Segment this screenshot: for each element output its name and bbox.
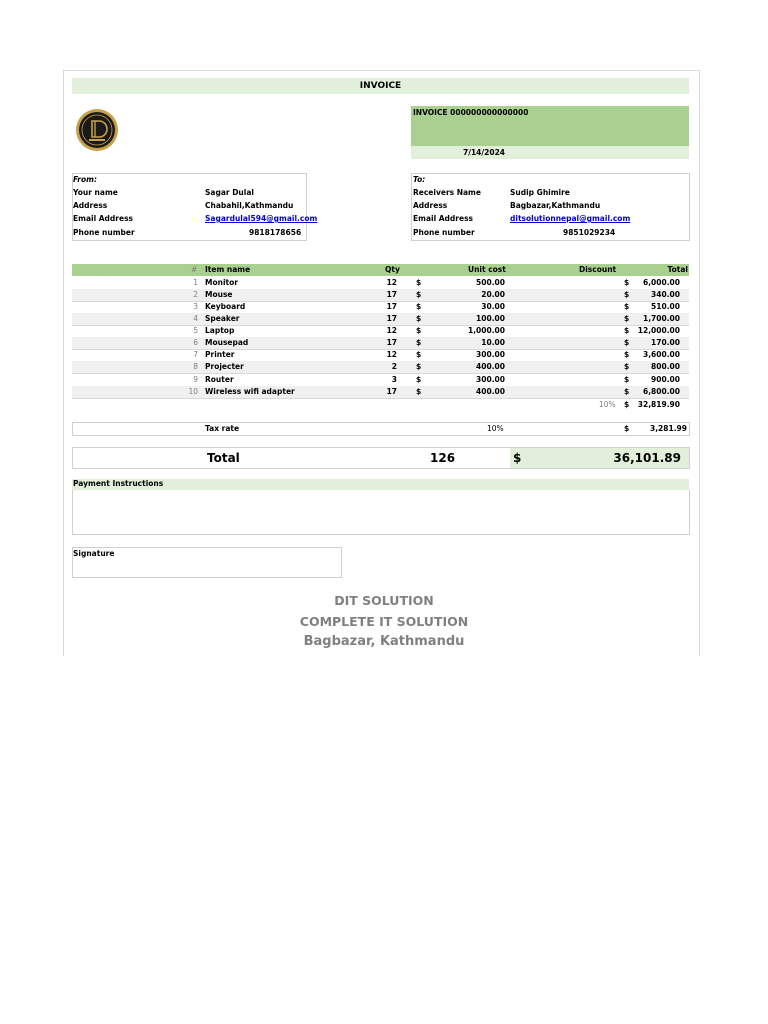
footer-tagline: COMPLETE IT SOLUTION xyxy=(299,614,469,629)
row-unit-cost: 300.00 xyxy=(476,375,505,384)
payment-instructions-box[interactable] xyxy=(72,490,690,535)
row-number: 5 xyxy=(193,326,198,335)
row-unit-currency: $ xyxy=(416,314,422,323)
signature-box[interactable] xyxy=(72,547,342,578)
row-total: 6,800.00 xyxy=(642,387,680,396)
row-unit-currency: $ xyxy=(416,278,422,287)
row-total: 1,700.00 xyxy=(642,314,680,323)
to-address-label: Address xyxy=(413,201,448,210)
footer-company-name: DIT SOLUTION xyxy=(334,593,434,608)
to-name-value: Sudip Ghimire xyxy=(510,188,570,197)
row-item-name: Projecter xyxy=(205,362,244,371)
to-name-label: Receivers Name xyxy=(413,188,481,197)
row-total: 800.00 xyxy=(651,362,680,371)
to-email-label: Email Address xyxy=(413,214,474,223)
row-unit-cost: 100.00 xyxy=(476,314,505,323)
invoice-date: 7/14/2024 xyxy=(463,148,506,157)
row-unit-cost: 20.00 xyxy=(481,290,505,299)
row-unit-currency: $ xyxy=(416,302,422,311)
row-qty: 17 xyxy=(386,338,397,347)
tax-currency: $ xyxy=(624,424,630,433)
row-total-currency: $ xyxy=(624,302,630,311)
row-total-currency: $ xyxy=(624,278,630,287)
grand-total-row xyxy=(72,447,690,469)
col-total-header: Total xyxy=(667,265,688,274)
tax-amount: 3,281.99 xyxy=(649,424,687,433)
invoice-title: INVOICE xyxy=(72,78,689,94)
from-name-value: Sagar Dulal xyxy=(205,188,254,197)
tax-rate: 10% xyxy=(487,424,504,433)
row-total-currency: $ xyxy=(624,350,630,359)
col-item-header: Item name xyxy=(205,265,251,274)
row-unit-cost: 30.00 xyxy=(481,302,505,311)
row-total-currency: $ xyxy=(624,375,630,384)
invoice-number: INVOICE 000000000000000 xyxy=(413,108,529,117)
from-phone-label: Phone number xyxy=(73,228,135,237)
row-number: 8 xyxy=(193,362,198,371)
invoice-date-bar xyxy=(411,146,689,159)
row-item-name: Wireless wifi adapter xyxy=(205,387,295,396)
row-item-name: Mousepad xyxy=(205,338,249,347)
to-phone-value: 9851029234 xyxy=(563,228,616,237)
items-table-header xyxy=(72,264,689,276)
col-qty-header: Qty xyxy=(385,265,400,274)
row-item-name: Monitor xyxy=(205,278,238,287)
footer-address: Bagbazar, Kathmandu xyxy=(303,634,465,649)
row-total: 3,600.00 xyxy=(642,350,680,359)
grand-total-currency: $ xyxy=(513,451,522,465)
row-qty: 12 xyxy=(386,350,397,359)
row-qty: 17 xyxy=(386,387,397,396)
from-phone-value: 9818178656 xyxy=(249,228,302,237)
row-qty: 12 xyxy=(386,278,397,287)
row-total: 170.00 xyxy=(651,338,680,347)
row-total-currency: $ xyxy=(624,326,630,335)
row-total-currency: $ xyxy=(624,387,630,396)
row-item-name: Printer xyxy=(205,350,235,359)
row-total: 6,000.00 xyxy=(642,278,680,287)
row-unit-cost: 500.00 xyxy=(476,278,505,287)
row-item-name: Keyboard xyxy=(205,302,246,311)
to-header: To: xyxy=(413,175,426,184)
col-number-header: # xyxy=(191,265,198,274)
row-number: 10 xyxy=(188,387,198,396)
signature-label: Signature xyxy=(73,549,115,558)
row-item-name: Laptop xyxy=(205,326,235,335)
row-unit-currency: $ xyxy=(416,338,422,347)
row-number: 6 xyxy=(193,338,198,347)
payment-instructions-label: Payment Instructions xyxy=(73,479,164,488)
row-total-currency: $ xyxy=(624,362,630,371)
subtotal-amount: 32,819.90 xyxy=(637,400,680,409)
subtotal-currency: $ xyxy=(624,400,630,409)
row-unit-currency: $ xyxy=(416,290,422,299)
row-unit-cost: 10.00 xyxy=(481,338,505,347)
row-total: 12,000.00 xyxy=(637,326,680,335)
col-discount-header: Discount xyxy=(579,265,617,274)
from-header: From: xyxy=(73,175,97,184)
row-qty: 17 xyxy=(386,302,397,311)
row-total-currency: $ xyxy=(624,290,630,299)
subtotal-row xyxy=(72,399,689,411)
from-email-link[interactable]: Sagardulal594@gmail.com xyxy=(205,214,318,223)
row-qty: 2 xyxy=(391,362,397,371)
row-unit-cost: 1,000.00 xyxy=(467,326,505,335)
row-number: 3 xyxy=(193,302,198,311)
row-unit-cost: 300.00 xyxy=(476,350,505,359)
grand-total-amount: 36,101.89 xyxy=(613,451,681,465)
row-number: 7 xyxy=(193,350,198,359)
row-item-name: Mouse xyxy=(205,290,233,299)
row-total: 900.00 xyxy=(651,375,680,384)
row-unit-cost: 400.00 xyxy=(476,362,505,371)
row-unit-currency: $ xyxy=(416,326,422,335)
row-total: 340.00 xyxy=(651,290,680,299)
row-number: 2 xyxy=(193,290,198,299)
row-unit-currency: $ xyxy=(416,387,422,396)
from-email-label: Email Address xyxy=(73,214,134,223)
row-item-name: Router xyxy=(205,375,234,384)
row-qty: 17 xyxy=(386,314,397,323)
row-number: 4 xyxy=(193,314,198,323)
tax-label: Tax rate xyxy=(205,424,240,433)
row-unit-cost: 400.00 xyxy=(476,387,505,396)
from-name-label: Your name xyxy=(73,188,118,197)
to-phone-label: Phone number xyxy=(413,228,475,237)
row-total-currency: $ xyxy=(624,314,630,323)
row-total: 510.00 xyxy=(651,302,680,311)
row-number: 1 xyxy=(193,278,198,287)
table-row xyxy=(72,386,689,399)
row-qty: 3 xyxy=(391,375,397,384)
to-address-value: Bagbazar,Kathmandu xyxy=(510,201,601,210)
col-unit-cost-header: Unit cost xyxy=(468,265,506,274)
company-logo xyxy=(75,108,119,152)
row-item-name: Speaker xyxy=(205,314,240,323)
row-unit-currency: $ xyxy=(416,350,422,359)
table-row xyxy=(72,361,689,374)
from-address-label: Address xyxy=(73,201,108,210)
row-unit-currency: $ xyxy=(416,375,422,384)
tax-row xyxy=(72,422,690,436)
from-address-value: Chabahil,Kathmandu xyxy=(205,201,294,210)
discount-percent: 10% xyxy=(599,400,616,409)
row-unit-currency: $ xyxy=(416,362,422,371)
row-total-currency: $ xyxy=(624,338,630,347)
to-email-link[interactable]: ditsolutionnepal@gmail.com xyxy=(510,214,631,223)
grand-total-label: Total xyxy=(207,451,240,465)
row-qty: 12 xyxy=(386,326,397,335)
grand-total-qty: 126 xyxy=(430,451,456,465)
payment-header-bar xyxy=(72,479,689,490)
row-number: 9 xyxy=(193,375,198,384)
row-qty: 17 xyxy=(386,290,397,299)
